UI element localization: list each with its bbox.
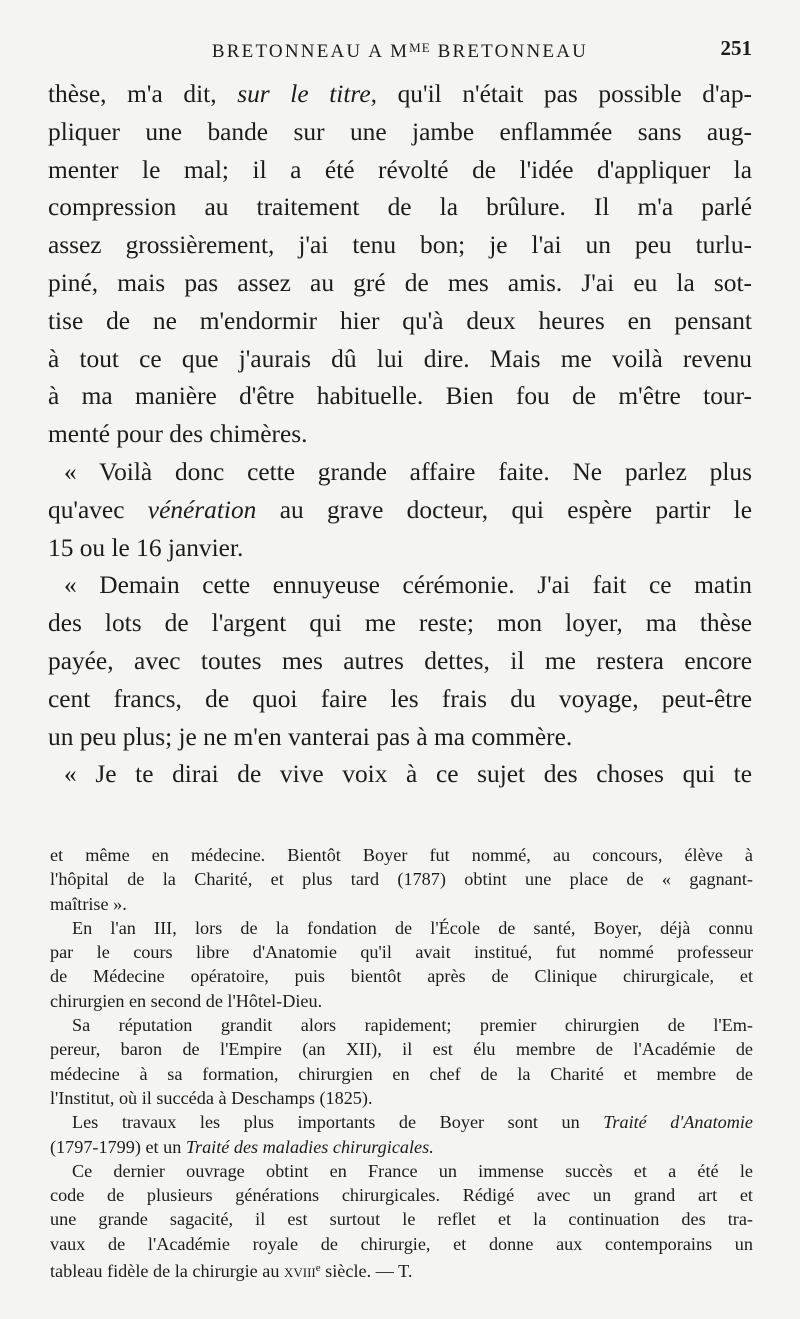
footnote-line: une grande sagacité, il est surtout le reflet et la continuation des tra-: [50, 1209, 753, 1230]
text-line: à tout ce que j'aurais dû lui dire. Mais me voilà revenu: [48, 344, 752, 373]
text-line: « Voilà donc cette grande affaire faite. Ne parlez plus: [64, 457, 752, 486]
footnote-line: En l'an III, lors de la fondation de l'École de santé, Boyer, déjà connu: [72, 917, 753, 938]
footnote-line: Ce dernier ouvrage obtint en France un immense succès et a été le: [72, 1160, 753, 1181]
footnote: [50, 843, 753, 1280]
text-line: des lots de l'argent qui me reste; mon loyer, ma thèse: [48, 609, 752, 638]
text-line: un peu plus; je ne m'en vanterai pas à ma commère.: [48, 722, 573, 751]
footnote-line: Les travaux les plus importants de Boyer sont un Traité d'Anatomie: [72, 1112, 753, 1133]
text-line: payée, avec toutes mes autres dettes, il me restera encore: [48, 646, 752, 675]
running-title-superscript: ME: [409, 40, 431, 55]
running-title-part: BRETONNEAU A M: [211, 41, 410, 62]
footnote-line: (1797-1799) et un Traité des maladies chirurgicales.: [50, 1136, 434, 1157]
text-line: compression au traitement de la brûlure. Il m'a parlé: [48, 193, 752, 222]
footnote-line: par le cours libre d'Anatomie qu'il avait institué, fut nommé professeur: [50, 942, 753, 963]
footnote-line: code de plusieurs générations chirurgicales. Rédigé avec un grand art et: [50, 1185, 753, 1206]
footnote-line: et même en médecine. Bientôt Boyer fut nommé, au concours, élève à: [50, 845, 753, 865]
text-line: thèse, m'a dit, sur le titre, qu'il n'était pas possible d'ap-: [48, 80, 752, 108]
text-line: assez grossièrement, j'ai tenu bon; je l'ai un peu turlu-: [48, 231, 752, 260]
footnote-line: l'Institut, où il succéda à Deschamps (1825).: [50, 1087, 373, 1108]
text-line: 15 ou le 16 janvier.: [48, 533, 244, 562]
text-line: « Je te dirai de vive voix à ce sujet des choses qui te: [64, 760, 752, 789]
superscript: e: [315, 1262, 321, 1275]
running-title-part: BRETONNEAU: [430, 41, 589, 62]
text-line: cent francs, de quoi faire les frais du voyage, peut-être: [48, 684, 752, 713]
italic-title: Traité des maladies chirurgicales.: [185, 1136, 434, 1157]
text-line: qu'avec vénération au grave docteur, qui espère partir le: [48, 495, 753, 524]
running-title: [48, 34, 752, 66]
italic-phrase: sur le titre,: [237, 80, 377, 108]
footnote-line: Sa réputation grandit alors rapidement; premier chirurgien de l'Em-: [72, 1015, 753, 1036]
italic-phrase: vénération: [147, 495, 257, 524]
footnote-line: maîtrise ».: [50, 893, 127, 914]
footnote-line: pereur, baron de l'Empire (an XII), il est élu membre de l'Académie de: [50, 1039, 753, 1060]
footnote-line: chirurgien en second de l'Hôtel-Dieu.: [50, 990, 323, 1011]
footnote-line: de Médecine opératoire, puis bientôt après de Clinique chirurgicale, et: [50, 966, 753, 987]
footnote-line: vaux de l'Académie royale de chirurgie, et donne aux contemporains un: [50, 1233, 753, 1254]
footnote-line: tableau fidèle de la chirurgie au xviii$^e$ siècle. — T.: [50, 1261, 413, 1282]
text-line: à ma manière d'être habituelle. Bien fou de m'être tour-: [48, 382, 752, 411]
text-line: menté pour des chimères.: [48, 420, 308, 449]
main-text: [48, 76, 752, 794]
text-line: tise de ne m'endormir hier qu'à deux heures en pensant: [48, 306, 752, 335]
italic-title: Traité d'Anatomie: [603, 1112, 753, 1133]
running-head: [48, 34, 752, 62]
century-numeral: xviii: [283, 1261, 316, 1282]
text-line: piné, mais pas assez au gré de mes amis. J'ai eu la sot-: [48, 268, 752, 297]
page-number: 251: [720, 36, 752, 60]
text-line: « Demain cette ennuyeuse cérémonie. J'ai fait ce matin: [64, 571, 752, 600]
footnote-line: l'hôpital de la Charité, et plus tard (1787) obtint une place de « gagnant-: [50, 869, 753, 890]
text-line: menter le mal; il a été révolté de l'idée d'appliquer la: [48, 155, 752, 184]
text-line: pliquer une bande sur une jambe enflammée sans aug-: [48, 117, 752, 146]
footnote-line: médecine à sa formation, chirurgien en chef de la Charité et membre de: [50, 1063, 753, 1084]
